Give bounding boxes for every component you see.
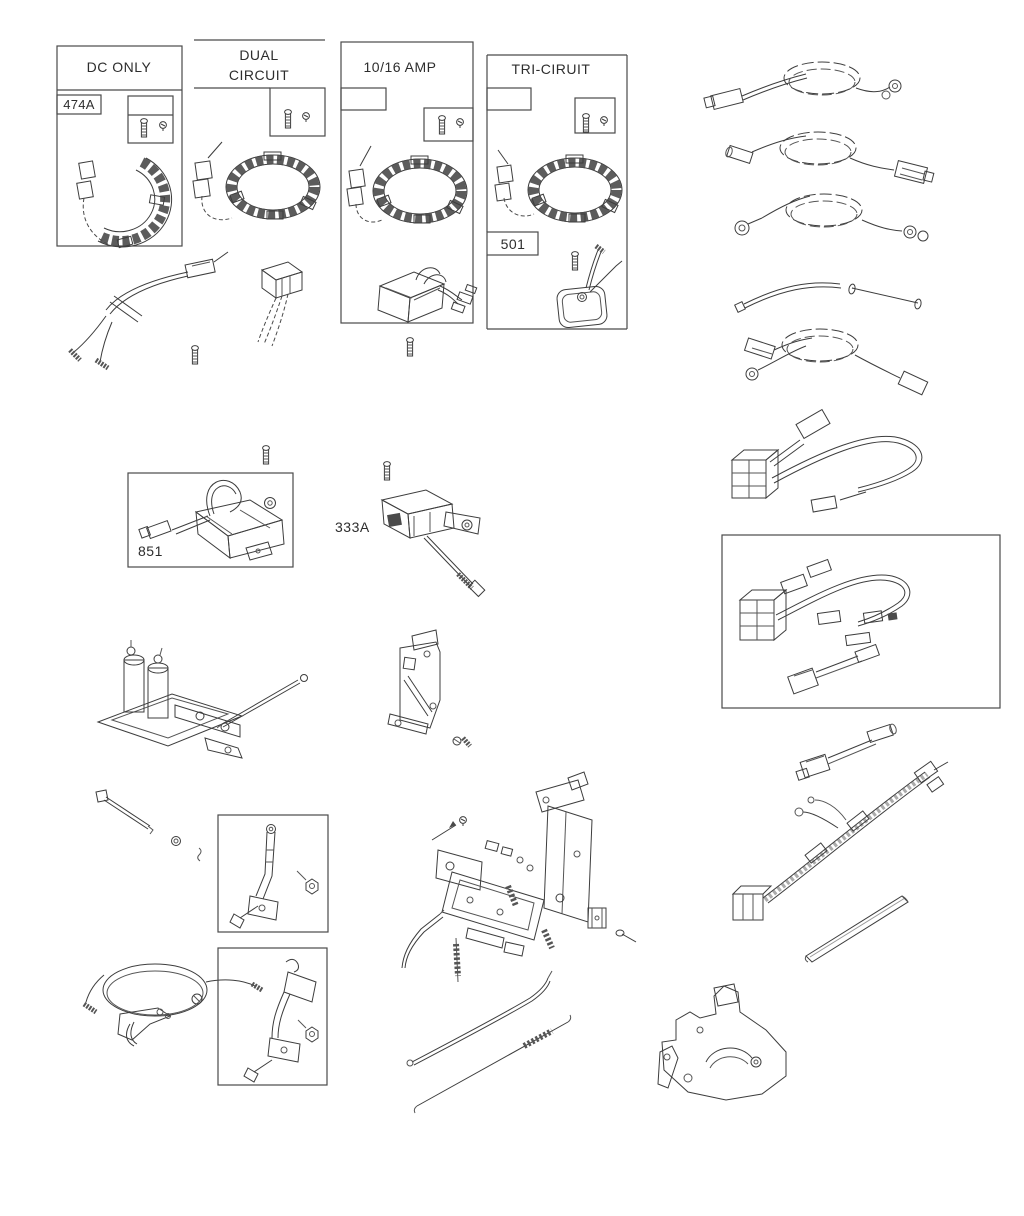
kit-diode-wire — [788, 645, 880, 694]
clip — [198, 848, 201, 861]
clip-bracket — [588, 908, 606, 928]
part-ref-474a: 474A — [63, 97, 95, 112]
main-wiring-harness — [733, 761, 948, 920]
choke-rod — [402, 910, 444, 968]
part-ref-851: 851 — [138, 543, 163, 559]
throttle-lever-kit — [218, 948, 327, 1085]
dc-stator-fragment — [77, 158, 172, 248]
wire-harness-3 — [735, 194, 928, 241]
governor-rod — [96, 790, 153, 834]
ignition-coil-333a-group — [335, 462, 485, 597]
dual-circuit-kit — [193, 40, 325, 220]
governor-link-rod — [407, 971, 552, 1066]
control-bracket-plate — [658, 984, 786, 1100]
dual-circuit-stator — [193, 142, 320, 220]
diode-wire — [796, 723, 897, 780]
rectifier-501 — [556, 246, 622, 328]
kit-harness — [740, 560, 910, 646]
governor-spring-rod — [414, 1015, 570, 1113]
tri-stator — [495, 150, 622, 222]
connector-pigtail — [258, 262, 302, 346]
control-cable — [84, 964, 262, 1046]
wire-harness-5 — [745, 329, 928, 395]
bolt-row — [192, 346, 199, 364]
voltage-regulator — [378, 268, 477, 322]
washer — [172, 837, 181, 846]
tri-title: TRI-CIRUIT — [511, 61, 591, 77]
dual-title-2: CIRCUIT — [228, 67, 290, 83]
wire-harness-1 — [704, 62, 901, 109]
wire-harness-2 — [725, 132, 934, 183]
cable-tie — [217, 675, 308, 729]
ignition-armature-851-kit — [128, 446, 293, 567]
ignition-coil-333a — [382, 490, 485, 596]
amp-title: 10/16 AMP — [363, 59, 437, 75]
dc-only-kit — [57, 46, 182, 248]
stator-pigtail-harness — [70, 252, 228, 368]
part-ref-501: 501 — [500, 236, 526, 252]
amp-10-16-kit — [341, 42, 477, 323]
fuel-pump-assembly — [98, 640, 242, 758]
mounting-bracket — [388, 630, 440, 734]
dc-only-title: DC ONLY — [86, 59, 152, 75]
wiring-kit-box — [722, 535, 1000, 708]
amp-stator — [347, 146, 467, 223]
governor-lever-kit — [218, 815, 328, 932]
tri-circuit-kit — [487, 55, 627, 329]
wire-harness-6 — [732, 410, 922, 512]
clip-2 — [192, 994, 202, 1004]
spring — [456, 938, 458, 982]
engine-control-assembly — [432, 772, 592, 956]
sleeve-tube — [805, 896, 908, 962]
screw-small — [453, 737, 470, 746]
bolt-row-2 — [407, 338, 414, 356]
wire-harness-4 — [735, 283, 922, 313]
dual-title-1: DUAL — [239, 47, 279, 63]
part-ref-333a: 333A — [335, 519, 370, 535]
bolt-angled — [616, 930, 636, 942]
